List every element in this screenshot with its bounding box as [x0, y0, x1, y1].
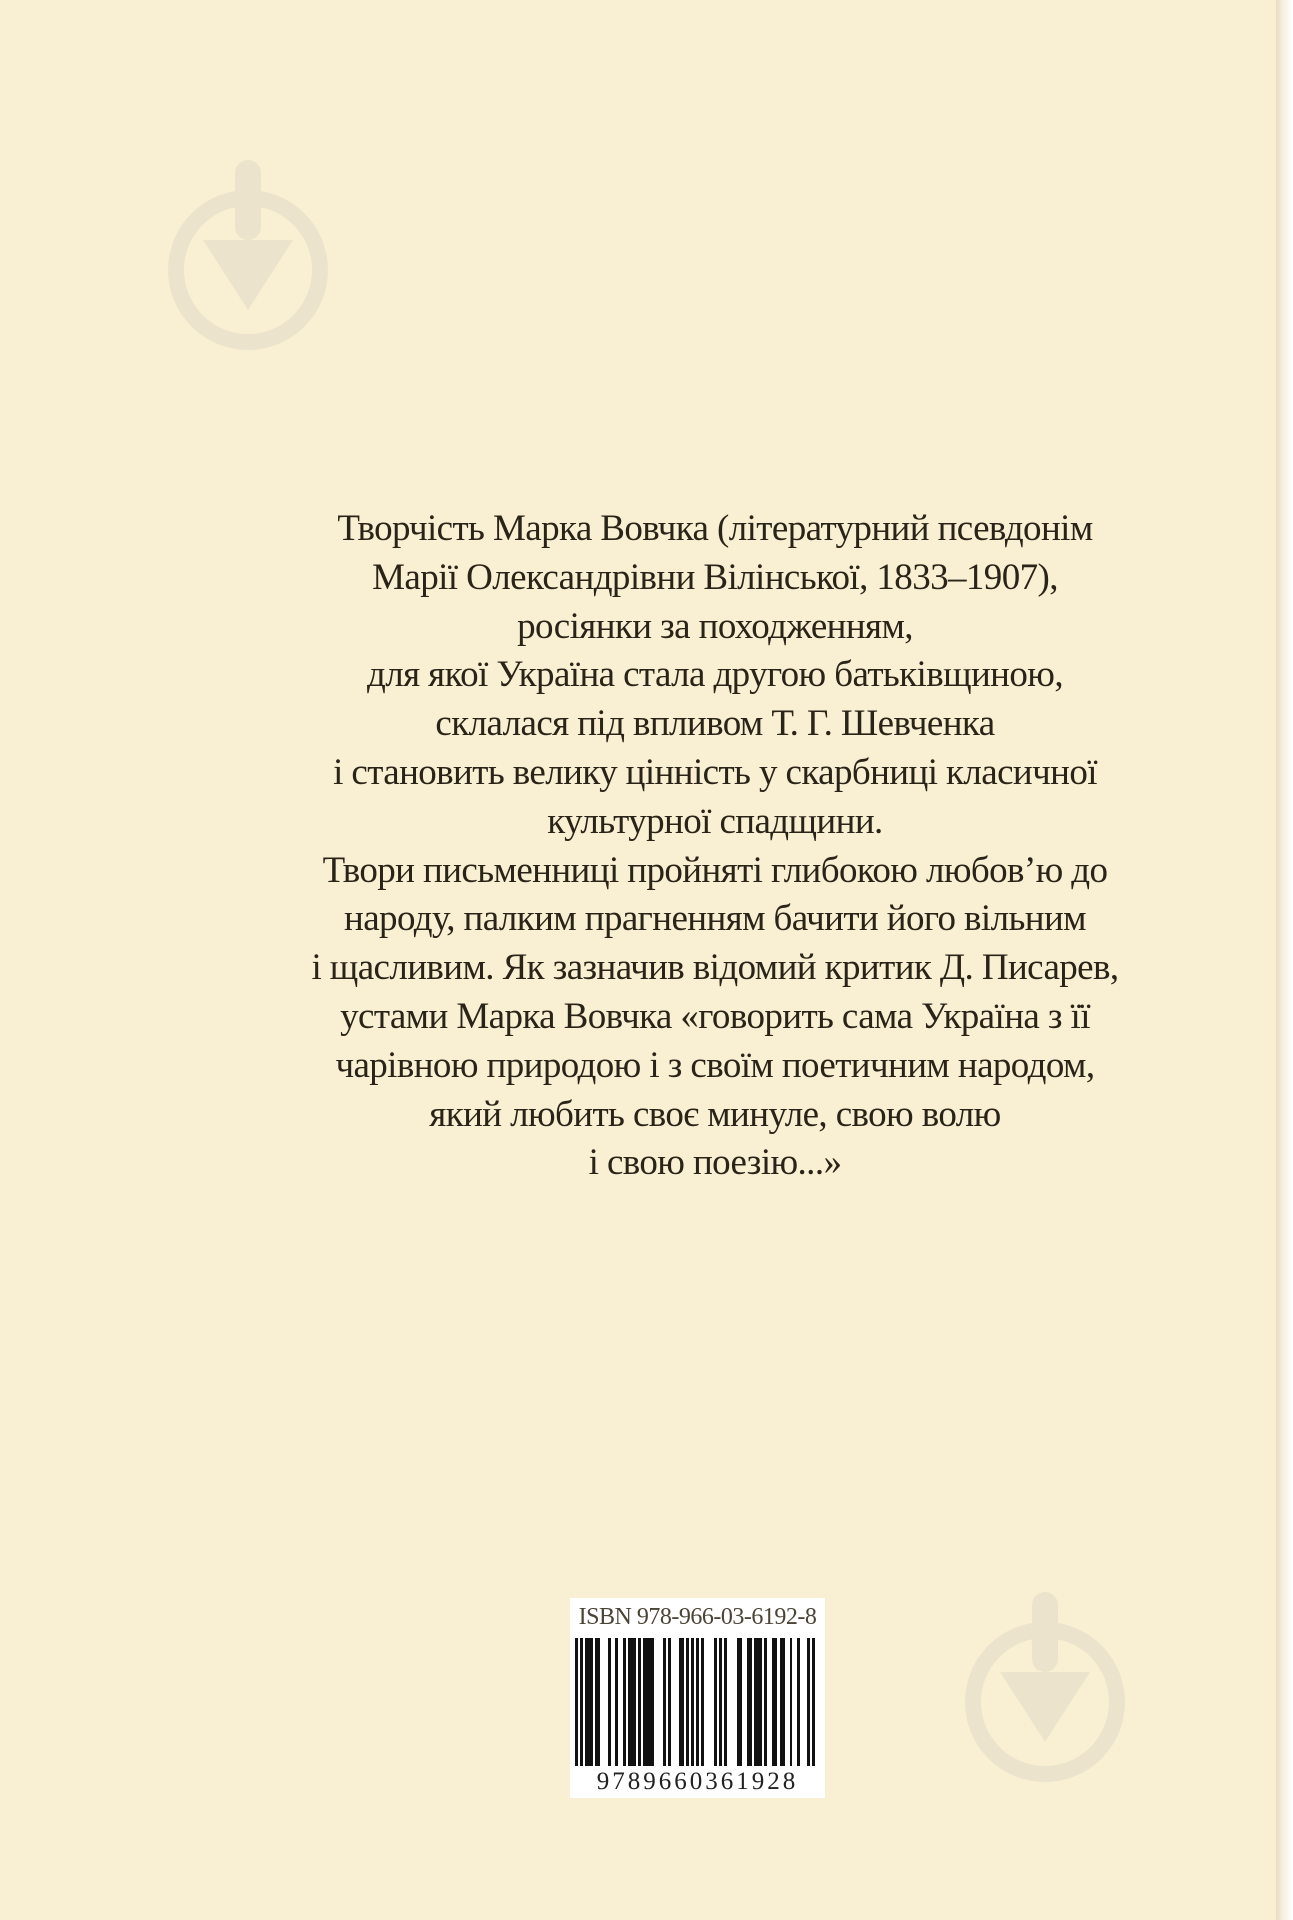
barcode-bar	[681, 1638, 684, 1766]
page-edges	[1276, 0, 1293, 1920]
blurb-line: чарівною природою і з своїм поетичним народом,	[335, 1044, 1095, 1086]
isbn-barcode	[570, 1598, 825, 1798]
barcode-bar	[633, 1638, 636, 1766]
barcode-bar	[608, 1638, 611, 1766]
watermark-download-icon	[960, 1592, 1130, 1792]
blurb-line: Твори письменниці пройняті глибокою любов’ю до	[322, 849, 1108, 891]
barcode-bar	[701, 1638, 704, 1766]
barcode-bar	[668, 1638, 671, 1766]
barcode-bar	[638, 1638, 641, 1766]
barcode-bar	[575, 1638, 578, 1766]
barcode-bar	[739, 1638, 742, 1766]
barcode-bar	[691, 1638, 694, 1766]
blurb-line: для якої Україна стала другою батьківщиною,	[367, 654, 1063, 696]
blurb-line: устами Марка Вовчка «говорить сама Україна з її	[340, 995, 1090, 1037]
watermark-download-icon	[163, 160, 333, 360]
barcode-bar	[812, 1638, 815, 1766]
barcode-bar	[590, 1638, 593, 1766]
barcode-bar	[782, 1638, 785, 1766]
blurb-line: склалася під впливом Т. Г. Шевченка	[435, 703, 995, 745]
blurb-line: Творчість Марка Вовчка (літературний псевдонім	[337, 508, 1093, 549]
barcode-bar	[686, 1638, 689, 1766]
barcode-bar	[759, 1638, 762, 1766]
barcode-bar	[790, 1638, 793, 1766]
blurb-line: народу, палким прагненням бачити його вільним	[344, 898, 1086, 940]
barcode-bar	[807, 1638, 810, 1766]
barcode-bar	[580, 1638, 583, 1766]
barcode-bar	[749, 1638, 752, 1766]
barcode-bar	[764, 1638, 767, 1766]
blurb-line: який любить своє минуле, свою волю	[429, 1093, 1001, 1135]
barcode-bar	[651, 1638, 654, 1766]
barcode-bar	[797, 1638, 800, 1766]
blurb-line: і становить велику цінність у скарбниці класичної	[333, 751, 1097, 793]
barcode-bar	[714, 1638, 717, 1766]
back-cover-blurb	[260, 505, 1170, 1188]
barcode-bar	[615, 1638, 618, 1766]
blurb-line: росіянки за походженням,	[517, 605, 913, 647]
blurb-line: Марії Олександрівни Вілінської, 1833–1907),	[372, 556, 1058, 598]
barcode-bar	[775, 1638, 778, 1766]
barcode-bar	[719, 1638, 722, 1766]
isbn-label: ISBN 978-966-03-6192-8	[578, 1604, 817, 1630]
barcode-bar	[724, 1638, 727, 1766]
barcode-bar	[598, 1638, 601, 1766]
barcode-digits: 9789660361928	[596, 1768, 799, 1795]
barcode-bar	[696, 1638, 699, 1766]
blurb-line: культурної спадщини.	[547, 800, 883, 842]
barcode-bar	[663, 1638, 666, 1766]
blurb-line: і щасливим. Як зазначив відомий критик Д. Писарев,	[311, 947, 1119, 989]
blurb-line: і свою поезію...»	[588, 1142, 842, 1184]
barcode-bars	[575, 1638, 815, 1766]
barcode-bar	[623, 1638, 626, 1766]
